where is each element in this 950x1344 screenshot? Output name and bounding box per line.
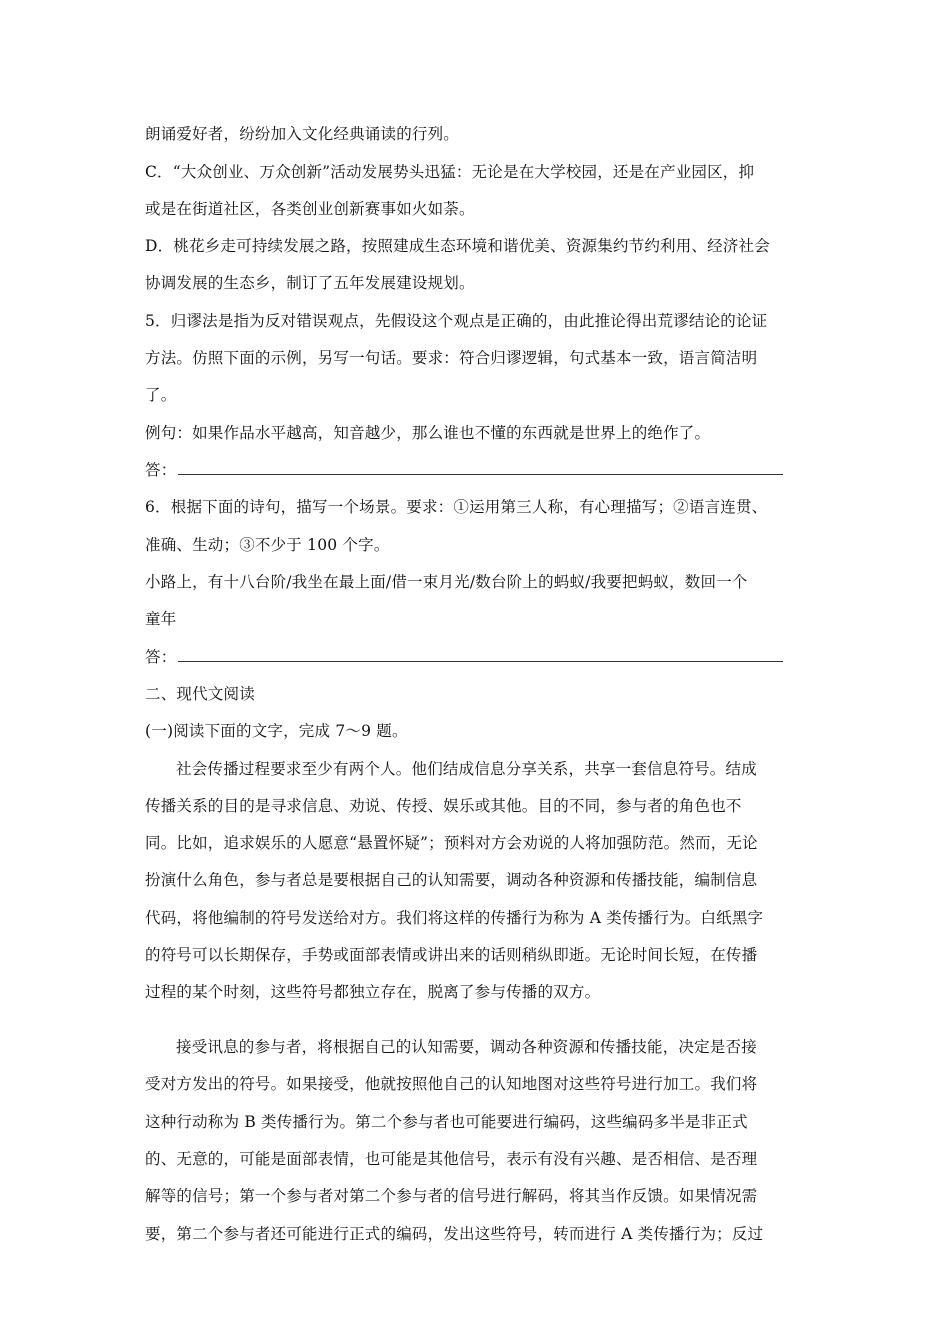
passage-line: 要，第二个参与者还可能进行正式的编码，发出这些符号，转而进行 A 类传播行为；反过 (145, 1225, 764, 1243)
passage-line: 受对方发出的符号。如果接受，他就按照他自己的认知地图对这些符号进行加工。我们将 (145, 1075, 758, 1093)
passage-line: 解等的信号；第一个参与者对第二个参与者的信号进行解码，将其当作反馈。如果情况需 (145, 1187, 758, 1205)
text-line: 准确、生动；③不少于 100 个字。 (145, 536, 390, 554)
passage-line: 接受讯息的参与者，将根据自己的认知需要，调动各种资源和传播技能，决定是否接 (176, 1038, 757, 1056)
text-line: 或是在街道社区，各类创业创新赛事如火如荼。 (145, 200, 475, 218)
text-line: 朗诵爱好者，纷纷加入文化经典诵读的行列。 (145, 125, 460, 143)
reading-instruction: (一)阅读下面的文字，完成 7～9 题。 (145, 722, 408, 740)
example-sentence: 例句：如果作品水平越高，知音越少，那么谁也不懂的东西就是世界上的绝作了。 (145, 424, 711, 442)
question-5-line: 5．归谬法是指为反对错误观点，先假设这个观点是正确的，由此推论得出荒谬结论的论证 (145, 312, 768, 330)
text-line: 方法。仿照下面的示例，另写一句话。要求：符合归谬逻辑，句式基本一致，语言简洁明 (145, 349, 758, 367)
passage-line: 的符号可以长期保存，手势或面部表情或讲出来的话则稍纵即逝。无论时间长短，在传播 (145, 946, 758, 964)
option-d-line: D．桃花乡走可持续发展之路，按照建成生态环境和谐优美、资源集约节约利用、经济社会 (145, 237, 770, 255)
passage-line: 同。比如，追求娱乐的人愿意“悬置怀疑”；预料对方会劝说的人将加强防范。然而，无论 (145, 834, 758, 852)
answer-line-6[interactable] (145, 647, 815, 667)
poem-line: 童年 (145, 610, 177, 628)
passage-line: 代码，将他编制的符号发送给对方。我们将这样的传播行为称为 A 类传播行为。白纸黑字 (145, 909, 764, 927)
passage-line: 的、无意的，可能是面部表情，也可能是其他信号，表示有没有兴趣、是否相信、是否理 (145, 1150, 758, 1168)
section-heading: 二、现代文阅读 (145, 685, 255, 703)
answer-blank[interactable] (178, 647, 783, 662)
answer-blank[interactable] (178, 460, 783, 475)
answer-line-5[interactable] (145, 460, 815, 480)
question-6-line: 6．根据下面的诗句，描写一个场景。要求：①运用第三人称，有心理描写；②语言连贯、 (145, 498, 768, 516)
passage-line: 过程的某个时刻，这些符号都独立存在，脱离了参与传播的双方。 (145, 983, 601, 1001)
passage-line: 这种行动称为 B 类传播行为。第二个参与者也可能要进行编码，这些编码多半是非正式 (145, 1113, 748, 1131)
passage-line: 扮演什么角色，参与者总是要根据自己的认知需要，调动各种资源和传播技能，编制信息 (145, 871, 758, 889)
option-c-line: C．“大众创业、万众创新”活动发展势头迅猛：无论是在大学校园，还是在产业园区，抑 (145, 163, 755, 181)
passage-line: 传播关系的目的是寻求信息、劝说、传授、娱乐或其他。目的不同，参与者的角色也不 (145, 797, 742, 815)
answer-label: 答： (145, 648, 177, 666)
passage-line: 社会传播过程要求至少有两个人。他们结成信息分享关系，共享一套信息符号。结成 (176, 760, 757, 778)
answer-label: 答： (145, 461, 177, 479)
poem-line: 小路上，有十八台阶/我坐在最上面/借一束月光/数台阶上的蚂蚁/我要把蚂蚁，数回一个 (145, 573, 748, 591)
text-line: 协调发展的生态乡，制订了五年发展建设规划。 (145, 274, 475, 292)
text-line: 了。 (145, 386, 177, 404)
